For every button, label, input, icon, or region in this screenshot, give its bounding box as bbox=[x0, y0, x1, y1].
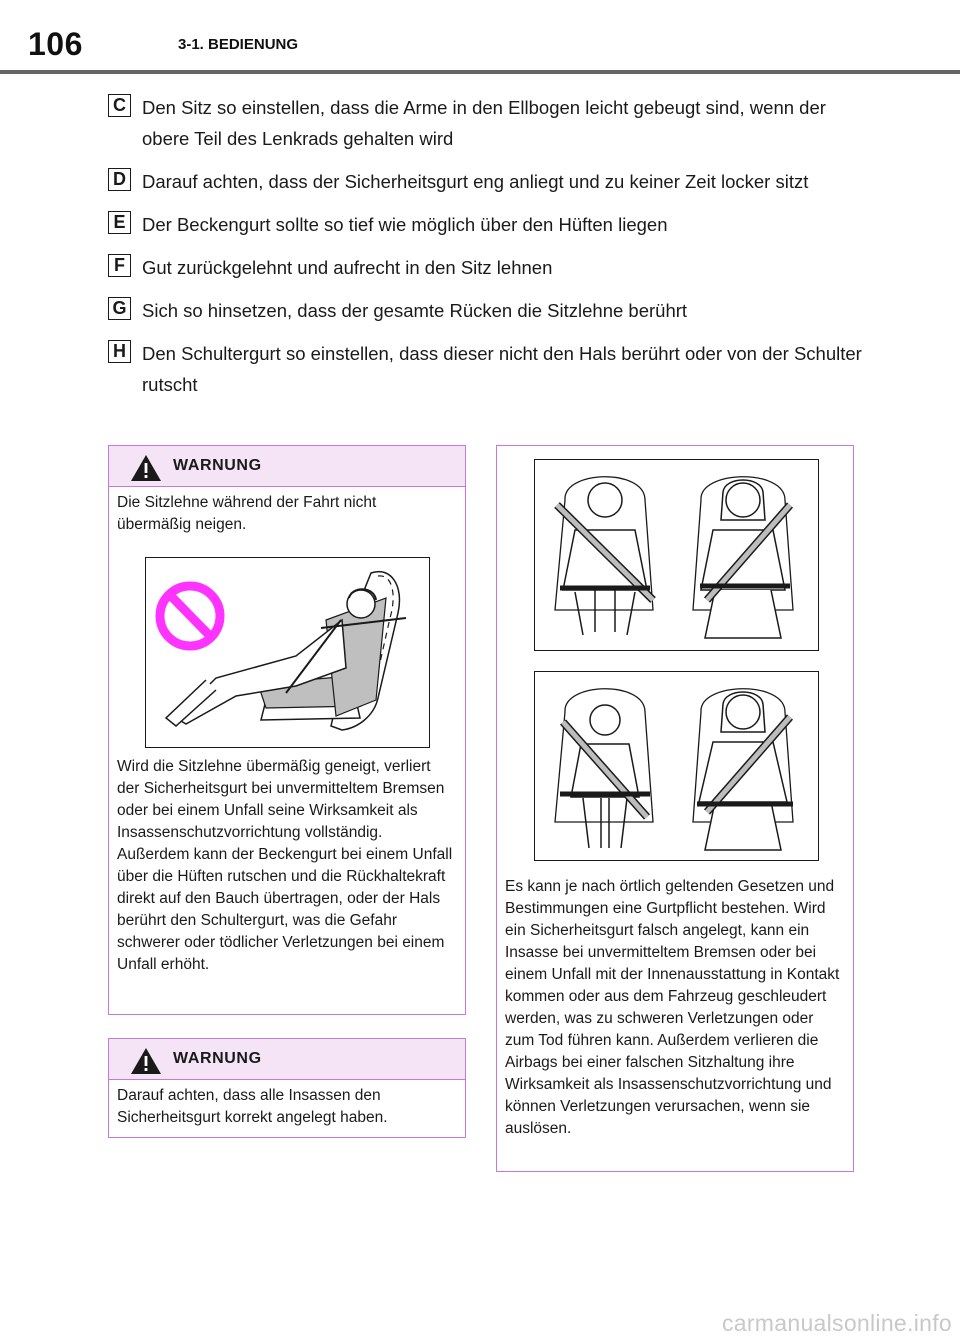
warning-header bbox=[109, 1039, 465, 1080]
reclined-passenger-drawing bbox=[146, 558, 428, 746]
page-number: 106 bbox=[28, 26, 83, 62]
warning-box-recline bbox=[108, 445, 466, 1015]
reclined-seat-illustration bbox=[145, 557, 430, 748]
child-seatbelt-illustration bbox=[534, 671, 819, 861]
warning-intro: Die Sitzlehne während der Fahrt nicht übermäßig neigen. bbox=[117, 494, 377, 533]
page-header bbox=[0, 0, 960, 78]
warning-body: Wird die Sitzlehne übermäßig geneigt, verliert der Sicherheitsgurt bei unvermitteltem Bremsen oder bei einem Unfall seine Wirksamkeit als Insassenschutzvorrichtung vollständig. Außerdem kann der Beckengurt bei einem Unfall über die Hüften rutschen und die Rückhaltekraft direkt auf den Bauch übertragen, oder der Hals berührt den Schultergurt, was die Gefahr schwerer oder tödlicher Verletzungen bei einem Unfall erhöht. bbox=[117, 758, 453, 973]
step-letter: F bbox=[108, 254, 131, 277]
seatbelt-info-panel bbox=[496, 445, 854, 1172]
warning-header bbox=[109, 446, 465, 487]
instruction-item bbox=[108, 338, 868, 400]
step-text: Den Schultergurt so einstellen, dass dieser nicht den Hals berührt oder von der Schulter rutscht bbox=[142, 343, 862, 395]
step-letter: H bbox=[108, 340, 131, 363]
instruction-item bbox=[108, 295, 868, 326]
step-letter: G bbox=[108, 297, 131, 320]
header-rule bbox=[0, 70, 960, 74]
step-text: Den Sitz so einstellen, dass die Arme in den Ellbogen leicht gebeugt sind, wenn der obere Teil des Lenkrads gehalten wird bbox=[142, 97, 826, 149]
watermark: carmanualsonline.info bbox=[721, 1310, 952, 1336]
step-letter: C bbox=[108, 94, 131, 117]
instruction-item bbox=[108, 166, 868, 197]
step-text: Der Beckengurt sollte so tief wie möglich über den Hüften liegen bbox=[142, 214, 668, 235]
section-title: 3-1. BEDIENUNG bbox=[178, 36, 299, 53]
instruction-item bbox=[108, 209, 868, 240]
warning-box-all-occupants bbox=[108, 1038, 466, 1138]
warning-triangle-icon bbox=[129, 453, 163, 483]
instruction-item bbox=[108, 92, 868, 154]
step-letter: E bbox=[108, 211, 131, 234]
instruction-list bbox=[108, 92, 868, 412]
adult-passengers-drawing bbox=[535, 460, 817, 649]
step-text: Gut zurückgelehnt und aufrecht in den Sitz lehnen bbox=[142, 257, 553, 278]
step-letter: D bbox=[108, 168, 131, 191]
warning-title: WARNUNG bbox=[173, 457, 262, 474]
step-text: Darauf achten, dass der Sicherheitsgurt eng anliegt und zu keiner Zeit locker sitzt bbox=[142, 171, 809, 192]
warning-title: WARNUNG bbox=[173, 1050, 262, 1067]
warning-triangle-icon bbox=[129, 1046, 163, 1076]
instruction-item bbox=[108, 252, 868, 283]
step-text: Sich so hinsetzen, dass der gesamte Rücken die Sitzlehne berührt bbox=[142, 300, 688, 321]
child-and-pregnant-passengers-drawing bbox=[535, 672, 817, 859]
adult-seatbelt-illustration bbox=[534, 459, 819, 651]
warning-body: Darauf achten, dass alle Insassen den Sicherheitsgurt korrekt angelegt haben. bbox=[117, 1087, 388, 1126]
seatbelt-info-text: Es kann je nach örtlich geltenden Gesetzen und Bestimmungen eine Gurtpflicht bestehen. Wird ein Sicherheitsgurt falsch angelegt, kann ein Insasse bei unvermitteltem Bremsen oder bei einem Unfall mit der Innenausstattung in Kontakt kommen oder aus dem Fahrzeug geschleudert werden, was zu schweren Verletzungen oder zum Tod führen kann. Außerdem verlieren die Airbags bei einer falschen Sitzhaltung ihre Wirksamkeit als Insassenschutzvorrichtung und können Verletzungen verursachen, wenn sie auslösen. bbox=[505, 878, 840, 1137]
